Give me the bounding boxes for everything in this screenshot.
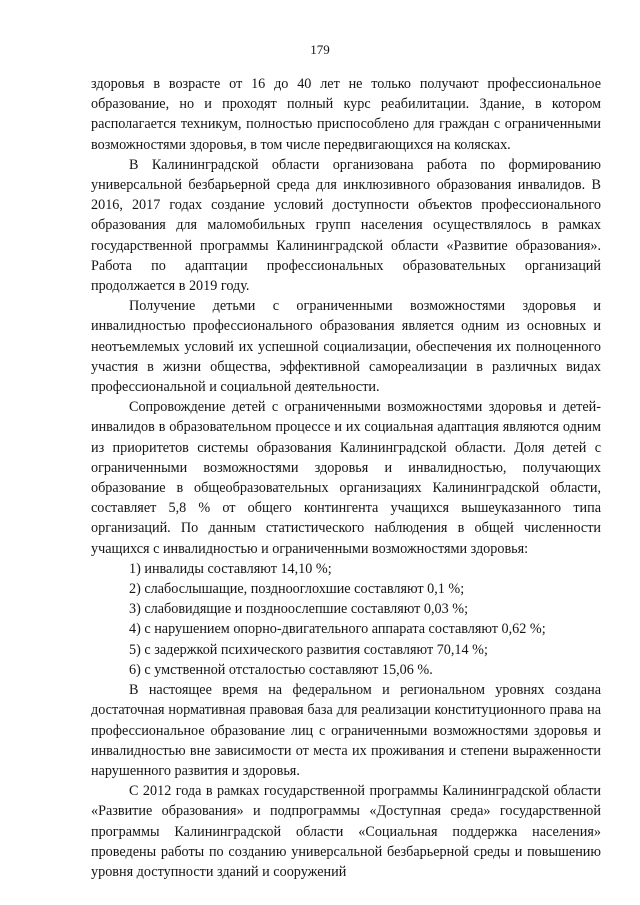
paragraph-legal-framework: В настоящее время на федеральном и региональном уровнях создана достаточная нормативная правовая база для реализации конституционного права на профессиональное образование лиц с ограниченными возможностями здоровья и инвалидностью вне зависимости от места их проживания и степени выраженности нарушенного развития и здоровья. (91, 682, 601, 779)
paragraph-statistics-intro: Сопровождение детей с ограниченными возможностями здоровья и детей-инвалидов в образовательном процессе и их социальная адаптация являются одним из приоритетов системы образования Калининградской области. Доля детей с ограниченными возможностями здоровья и инвалидностью, получающих образование в общеобразовательных организациях Калининградской области, составляет 5,8 % от общего контингента учащихся вышеуказанного типа организаций. По данным статистического наблюдения в общей численности учащихся с инвалидностью и ограниченными возможностями здоровья: (91, 399, 601, 557)
list-item: 4) с нарушением опорно-двигательного аппарата составляют 0,62 %; (129, 621, 546, 638)
list-item: 6) с умственной отсталостью составляют 15,06 %. (129, 661, 433, 678)
paragraph-continuation: здоровья в возрасте от 16 до 40 лет не только получают профессиональное образование, но и проходят полный курс реабилитации. Здание, в котором располагается техникум, полностью приспособлено для граждан с ограниченными возможностями здоровья, в том числе передвигающихся на колясках. (91, 76, 601, 153)
list-item: 1) инвалиды составляют 14,10 %; (129, 560, 332, 577)
list-item: 5) с задержкой психического развития составляют 70,14 %; (129, 641, 488, 658)
paragraph-socialization: Получение детьми с ограниченными возможностями здоровья и инвалидностью профессионального образования является одним из основных и неотъемлемых условий их успешной социализации, обеспечения их полноценного участия в жизни общества, эффективной самореализации в различных видах профессиональной и социальной деятельности. (91, 298, 601, 396)
page-number: 179 (310, 42, 330, 57)
text-body (91, 74, 601, 882)
list-item: 3) слабовидящие и поздноослепшие составляют 0,03 %; (129, 601, 469, 618)
paragraph-barrier-free-environment: В Калининградской области организована работа по формированию универсальной безбарьерной среда для инклюзивного образования инвалидов. В 2016, 2017 годах создание условий доступности объектов профессионального образования для маломобильных групп населения осуществлялось в рамках государственной программы Калининградской области «Развитие образования». Работа по адаптации профессиональных образовательных организаций продолжается в 2019 году. (91, 156, 601, 295)
list-item: 2) слабослышащие, позднооглохшие составляют 0,1 %; (129, 581, 465, 598)
paragraph-state-program: С 2012 года в рамках государственной программы Калининградской области «Развитие образования» и подпрограммы «Доступная среда» государственной программы Калининградской области «Социальная поддержка населения» проведены работы по созданию универсальной безбарьерной среды и повышению уровня доступности зданий и сооружений (91, 783, 601, 880)
